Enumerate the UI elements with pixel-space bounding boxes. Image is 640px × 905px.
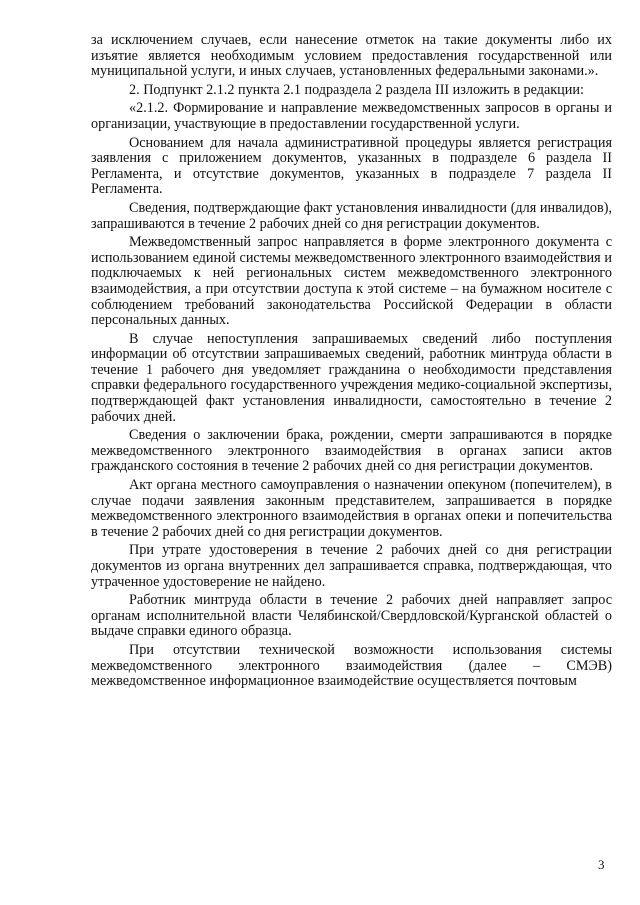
paragraph-basis: Основанием для начала административной процедуры является регистрация заявления с приложением документов, указанных в подразделе 6 раздела II Регламента, и отсутствие документов, указанных в подразделе 7 раздела II Регламента. [91,134,612,198]
paragraph-lost-certificate: При утрате удостоверения в течение 2 рабочих дней со дня регистрации документов из органа внутренних дел запрашивается справка, подтверждающая, что утраченное удостоверение не найдено. [91,542,612,590]
paragraph-subsection-heading: «2.1.2. Формирование и направление межведомственных запросов в органы и организации, участвующие в предоставлении государственной услуги. [91,100,612,132]
document-body [91,33,612,693]
paragraph-request-format: Межведомственный запрос направляется в форме электронного документа с использованием единой системы межведомственного электронного взаимодействия и подключаемых к ней региональных систем межведомственного электронного взаимодействия, а при отсутствии доступа к этой системе – на бумажном носителе с соблюдением требований законодательства Российской Федерации в области персональных данных. [91,234,612,329]
paragraph-guardianship: Акт органа местного самоуправления о назначении опекуном (попечителем), в случае подачи заявления законным представителем, запрашивается в порядке межведомственного электронного взаимодействия в органах опеки и попечительства в течение 2 рабочих дней со дня регистрации документов. [91,477,612,540]
paragraph-disability-info: Сведения, подтверждающие факт установления инвалидности (для инвалидов), запрашиваются в течение 2 рабочих дней со дня регистрации документов. [91,199,612,232]
paragraph-continuation: за исключением случаев, если нанесение отметок на такие документы либо их изъятие является необходимым условием предоставления государственной или муниципальной услуги, и иных случаев, установленных федеральными законами.». [91,32,612,80]
paragraph-item-2: 2. Подпункт 2.1.2 пункта 2.1 подраздела 2 раздела III изложить в редакции: [129,81,584,98]
paragraph-smev-absence: При отсутствии технической возможности использования системы межведомственного электронного взаимодействия (далее – СМЭВ) межведомственное информационное взаимодействие осуществляется почтовым [91,641,612,690]
paragraph-civil-status: Сведения о заключении брака, рождении, смерти запрашиваются в порядке межведомственного электронного взаимодействия в органах записи актов гражданского состояния в течение 2 рабочих дней со дня регистрации документов. [91,427,612,475]
paragraph-non-receipt: В случае непоступления запрашиваемых сведений либо поступления информации об отсутствии запрашиваемых сведений, работник минтруда области в течение 1 рабочего дня уведомляет гражданина о необходимости представления справки федерального государственного учреждения медико-социальной экспертизы, подтверждающей факт установления инвалидности, самостоятельно в течение 2 рабочих дней. [91,330,612,425]
page-number: 3 [598,857,605,872]
paragraph-regional-request: Работник минтруда области в течение 2 рабочих дней направляет запрос органам исполнительной власти Челябинской/Свердловской/Курганской областей о выдаче справки единого образца. [91,592,612,640]
